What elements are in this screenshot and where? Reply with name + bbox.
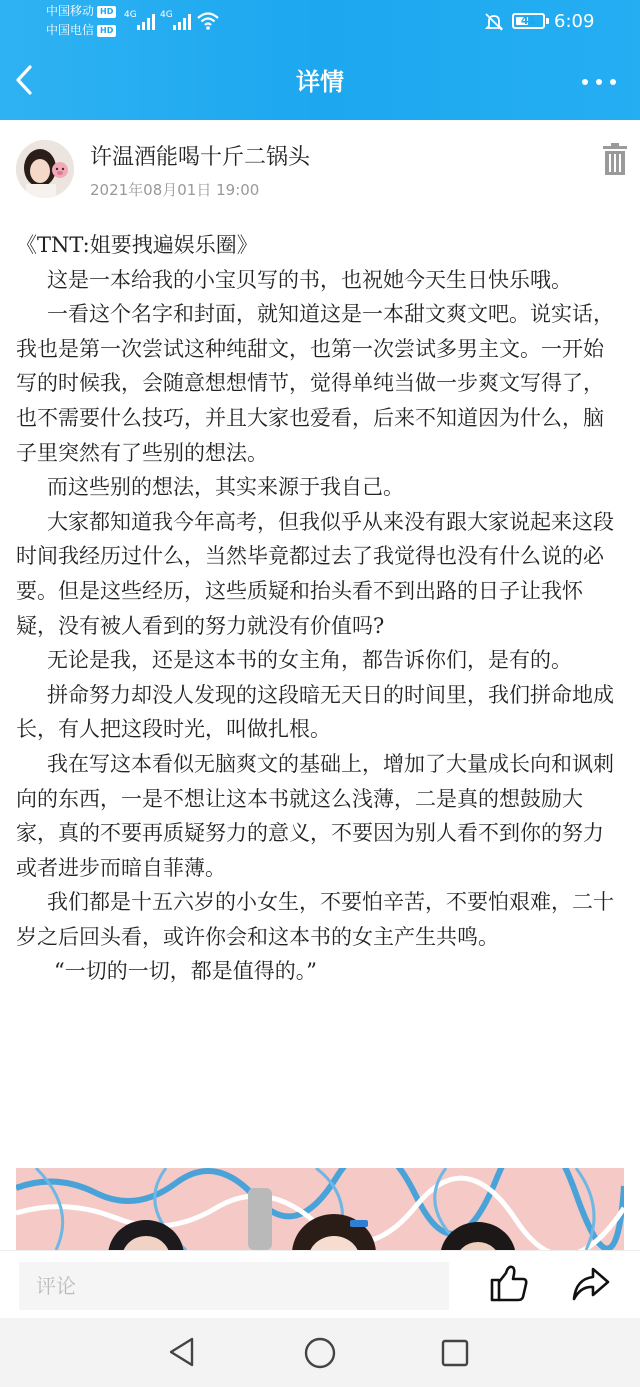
- book-cover-image: [16, 1168, 624, 1250]
- delete-button[interactable]: [601, 143, 629, 175]
- more-horizontal-icon: [582, 79, 616, 85]
- battery-tip: [546, 18, 549, 24]
- carrier-secondary-label: 中国电信: [46, 23, 95, 37]
- post-paragraph: 这是一本给我的小宝贝写的书，也祝她今天生日快乐哦。: [47, 267, 572, 292]
- post-paragraph: 拼命努力却没人发现的这段暗无天日的时间里，我们拼命地成长，有人把这段时光，叫做扎根。: [16, 682, 614, 742]
- nav-back-button[interactable]: [166, 1336, 198, 1368]
- trash-icon: [603, 143, 627, 175]
- avatar-image: [16, 140, 74, 198]
- carrier-secondary: [46, 23, 116, 37]
- system-navigation-bar: [0, 1318, 640, 1387]
- comment-input[interactable]: [19, 1262, 449, 1310]
- avatar[interactable]: [16, 140, 74, 198]
- header-bar: [0, 0, 640, 120]
- hd-badge: HD: [97, 6, 116, 18]
- mute-bell-icon: [484, 12, 504, 32]
- post-paragraph: 无论是我，还是这本书的女主角，都告诉你们，是有的。: [47, 648, 572, 673]
- post-time: 2021年08月01日 19:00: [90, 181, 260, 199]
- post-book-title: 《TNT:姐要拽遍娱乐圈》: [16, 233, 258, 257]
- share-button[interactable]: [571, 1265, 611, 1303]
- circle-home-icon: [306, 1339, 334, 1367]
- share-arrow-icon: [574, 1269, 608, 1299]
- network-type-2: 4G: [160, 10, 173, 20]
- post-quote: “一切的一切，都是值得的。”: [54, 959, 317, 984]
- hd-badge: HD: [97, 25, 116, 37]
- post-paragraph: 我们都是十五六岁的小女生，不要怕辛苦，不要怕艰难，二十岁之后回头看，或许你会和这本书的女主产生共鸣。: [16, 890, 614, 949]
- square-recent-icon: [443, 1341, 467, 1365]
- wifi-icon: [196, 11, 220, 31]
- post-paragraph: 大家都知道我今年高考，但我似乎从来没有跟大家说起来这段时间我经历过什么，当然毕竟都过去了我觉得也没有什么说的必要。但是这些经历，这些质疑和抬头看不到出路的日子让我怀疑，没有被人看到的努力就没有价值吗?: [16, 509, 614, 638]
- nav-recent-button[interactable]: [440, 1338, 470, 1368]
- triangle-back-icon: [171, 1339, 192, 1365]
- comment-bar: [0, 1250, 640, 1318]
- battery-icon: [512, 13, 545, 29]
- network-type-1: 4G: [124, 10, 137, 20]
- post-header: [0, 120, 640, 210]
- author-name[interactable]: 许温酒能喝十斤二锅头: [90, 145, 311, 170]
- signal-strength-2-icon: [173, 14, 191, 30]
- carrier-primary: [46, 4, 116, 18]
- carrier-primary-label: 中国移动: [46, 4, 95, 18]
- battery-level: 41: [520, 14, 537, 27]
- post-paragraph: 而这些别的想法，其实来源于我自己。: [47, 475, 404, 500]
- page-title: 详情: [296, 68, 344, 96]
- more-options-button[interactable]: [578, 72, 620, 92]
- post-body: [16, 228, 624, 989]
- like-button[interactable]: [489, 1263, 529, 1303]
- signal-strength-1-icon: [137, 14, 155, 30]
- post-image[interactable]: [16, 1168, 624, 1250]
- post-paragraph: 我在写这本看似无脑爽文的基础上，增加了大量成长向和讽刺向的东西，一是不想让这本书就这么浅薄，二是真的想鼓励大家，真的不要再质疑努力的意义，不要因为别人看不到你的努力或者进步而暗自菲薄。: [16, 751, 614, 880]
- status-time: 6:09: [554, 11, 595, 32]
- nav-home-button[interactable]: [303, 1336, 337, 1370]
- post-paragraph: 一看这个名字和封面，就知道这是一本甜文爽文吧。说实话，我也是第一次尝试这种纯甜文，也第一次尝试多男主文。一开始写的时候我，会随意想想情节，觉得单纯当做一步爽文写得了，也不需要什么技巧，并且大家也爱看，后来不知道因为什么，脑子里突然有了些别的想法。: [16, 302, 614, 465]
- thumbs-up-icon: [492, 1267, 526, 1300]
- status-bar: [0, 0, 640, 44]
